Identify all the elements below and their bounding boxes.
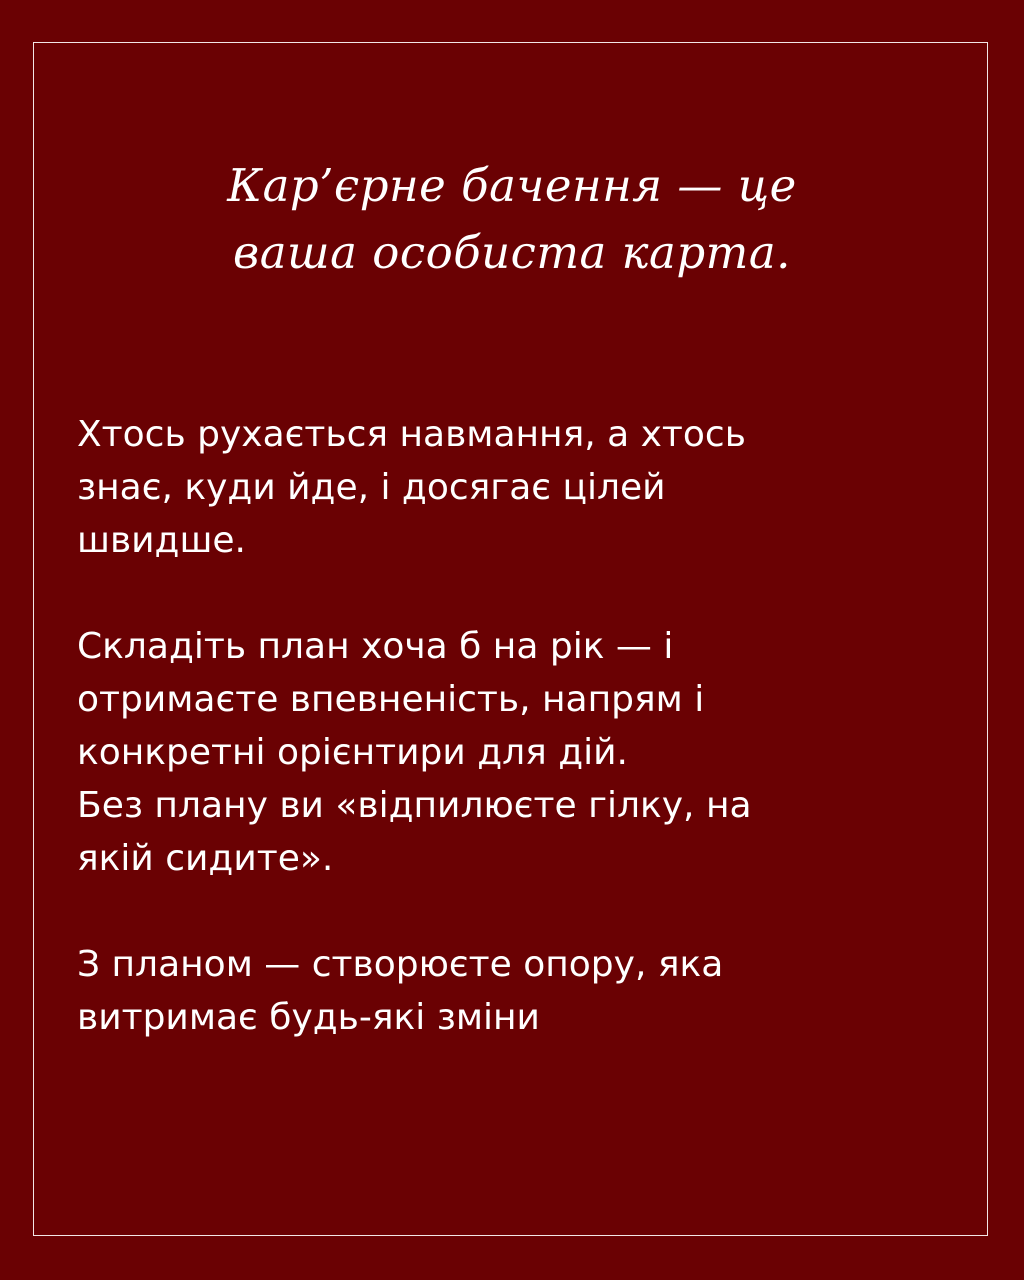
paragraph-2	[77, 620, 957, 885]
title-line-1: Кар’єрне бачення — це	[227, 159, 797, 212]
paragraph-line: Хтось рухається навмання, а хтось	[77, 414, 746, 455]
paragraph-line: Без плану ви «відпилюєте гілку, на	[77, 785, 752, 826]
slide-title	[0, 152, 1024, 286]
paragraph-1	[77, 408, 957, 567]
paragraph-line: витримає будь-які зміни	[77, 997, 540, 1038]
paragraph-line: швидше.	[77, 520, 246, 561]
body-text	[77, 408, 957, 1044]
paragraph-line: якій сидите».	[77, 838, 334, 879]
paragraph-line: знає, куди йде, і досягає цілей	[77, 467, 666, 508]
paragraph-line: Складіть план хоча б на рік — і	[77, 626, 674, 667]
paragraph-line: конкретні орієнтири для дій.	[77, 732, 628, 773]
paragraph-3	[77, 938, 957, 1044]
paragraph-line: отримаєте впевненість, напрям і	[77, 679, 705, 720]
title-line-2: ваша особиста карта.	[233, 226, 791, 279]
paragraph-line: З планом — створюєте опору, яка	[77, 944, 724, 985]
